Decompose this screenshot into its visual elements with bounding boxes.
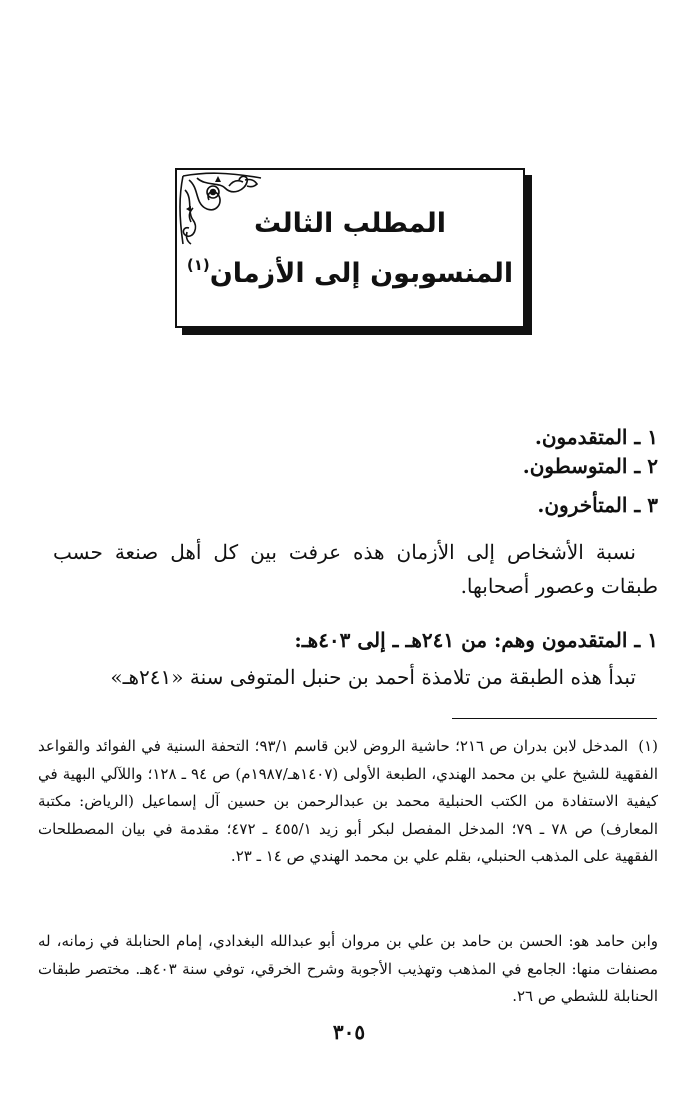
section-subtitle [177,256,523,289]
intro-paragraph: نسبة الأشخاص إلى الأزمان هذه عرفت بين كل أهل صنعة حسب طبقات وعصور أصحابها. [53,540,658,598]
section-paragraph-1: تبدأ هذه الطبقة من تلامذة أحمد بن حنبل المتوفى سنة «٢٤١هـ» [110,665,636,689]
footnote-1-text: المدخل لابن بدران ص ٢١٦؛ حاشية الروض لابن قاسم ٩٣/١؛ التحفة السنية في الفوائد والقواعد الفقهية للشيخ علي بن محمد الهندي، الطبعة الأولى (١٤٠٧هـ/١٩٨٧م) ص ٩٤ ـ ١٢٨؛ واللآلي البهية في كيفية الاستفادة من الكتب الحنبلية محمد بن عبدالرحمن بن حسين آل إسماعيل (الرياض: مكتبة المعارف) ص ٧٨ ـ ٧٩؛ المدخل المفصل لبكر أبو زيد ٤٥٥/١ ـ ٤٧٢؛ مقدمة في بيان المصطلحات الفقهية على المذهب الحنبلي، بقلم علي بن محمد الهندي ص ١٤ ـ ٢٣. [38,737,658,865]
section-title: المطلب الثالث [253,208,447,239]
section-heading-1: ١ ـ المتقدمون وهم: من ٢٤١هـ ـ إلى ٤٠٣هـ: [294,628,658,652]
section-title-box [175,168,525,328]
footnote-2: وابن حامد هو: الحسن بن حامد بن علي بن مروان أبو عبدالله البغدادي، إمام الحنابلة في زمانه، له مصنفات منها: الجامع في المذهب وتهذيب الأجوبة وشرح الخرقي، توفي سنة ٤٠٣هـ. مختصر طبقات الحنابلة للشطي ص ٢٦. [38,932,658,1005]
footnote-1-number: (١) [638,737,659,755]
subtitle-text: المنسوبون إلى الأزمان [209,258,514,289]
footnote-marker: (١) [186,256,210,274]
list-item-1: ١ ـ المتقدمون. [534,425,658,449]
page-number: ٣٠٥ [332,1020,366,1044]
footnote-divider [452,718,657,719]
footnote-1 [38,733,658,871]
list-item-2: ٢ ـ المتوسطون. [522,454,658,478]
list-item-3: ٣ ـ المتأخرون. [537,493,658,517]
